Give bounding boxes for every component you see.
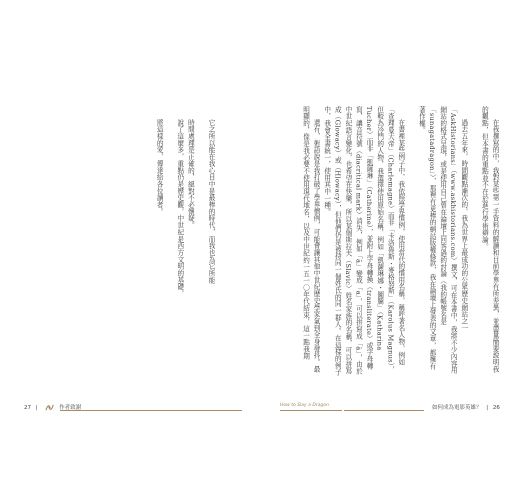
- book-logo-icon: [45, 403, 54, 412]
- left-paragraph: 說了這麼多，重點仍是歷史觀，中世紀是西方文明的基礎，: [175, 119, 184, 298]
- right-footer: [432, 403, 500, 411]
- page-number: 27: [24, 405, 31, 411]
- right-page-text: [284, 106, 510, 376]
- right-paragraph: 還有，術語說是我打破了學界慣例，可能會讓其他中世紀歷史學家氣到全身發抖。最明顯的，像是我必要不使用現代地名，以及中世紀約一五一〇年代結束，這一點我期: [301, 106, 321, 373]
- left-footer-rule: [60, 410, 242, 411]
- right-paragraph: 在書裡某些例子中，我依照學界慣例，使用當代的慣用名稱，稱呼著名人物，例如「查理曼大帝」（Charlemagne）而非「卡洛魯斯・麥格努斯」（Karolus Magnus），但較為冷門的人物，我選擇使用原始名稱，例如「凱薩琳娜・圖騰」（Katharina Tucher）而非「凱薩琳」（Catherine），並附上字母轉換（transliterate）或字母轉寫，讓音符號（diacritical mark）消失，例如「ā」變成「a」，可以拼寫成「ä」，由於中世紀語言變化，也希望在快樂，所以某個斯拉夫（Slavic）姓名家族的名稱，可以拼寫成（Glowacy）或（Hlowacy），但他們仍是被持同一個姓氏的同一群人。在這樣的例子中，我會全書統一，使用其中一種。: [322, 106, 405, 376]
- right-paragraph: 過去五年來，時間觀點漸次的，我為世界上最成功的公眾歷史網站之一「AskHistorians」（www.askhistorians.com）撰文，可在本書中，我將不少內容用網站的格式呈現，或是使用自己曾在論壇上回答過的討論（我的帳號名是「sunagatadragon」），那裡有更棒的網站版權條款，我在論壇上發表的文章，都擁有著作權。: [417, 106, 468, 374]
- page-number: 26: [492, 405, 500, 411]
- left-paragraph: 將這樣的愛，傳達給各位讀者。: [155, 119, 164, 216]
- left-paragraph: 它之所以能在我心目中是最棒的時代，而我也為它所能: [207, 119, 215, 284]
- right-paragraph: 在我撰寫的中，我對某些第一手資料的解讀和目前學界有所差異，並盡量簡要說明我的觀點，但本書的重點並不在於進行學術辯論。: [480, 106, 499, 373]
- footer-separator: |: [35, 405, 38, 411]
- english-title: How to Slay a Dragon: [280, 403, 329, 408]
- right-footer-english: [280, 402, 335, 408]
- book-title: 作者致謝: [59, 405, 82, 411]
- right-footer-rule-mid: [344, 410, 424, 411]
- left-footer: [24, 403, 81, 412]
- chapter-title: 如何成為電影英雄？: [432, 405, 482, 411]
- left-page-text: [155, 106, 216, 376]
- footer-separator: |: [486, 405, 489, 411]
- right-page: [260, 0, 520, 500]
- right-footer-rule-left: [280, 410, 342, 411]
- left-paragraph: 時間處理是正確的，絕對不必懷疑。: [186, 119, 195, 229]
